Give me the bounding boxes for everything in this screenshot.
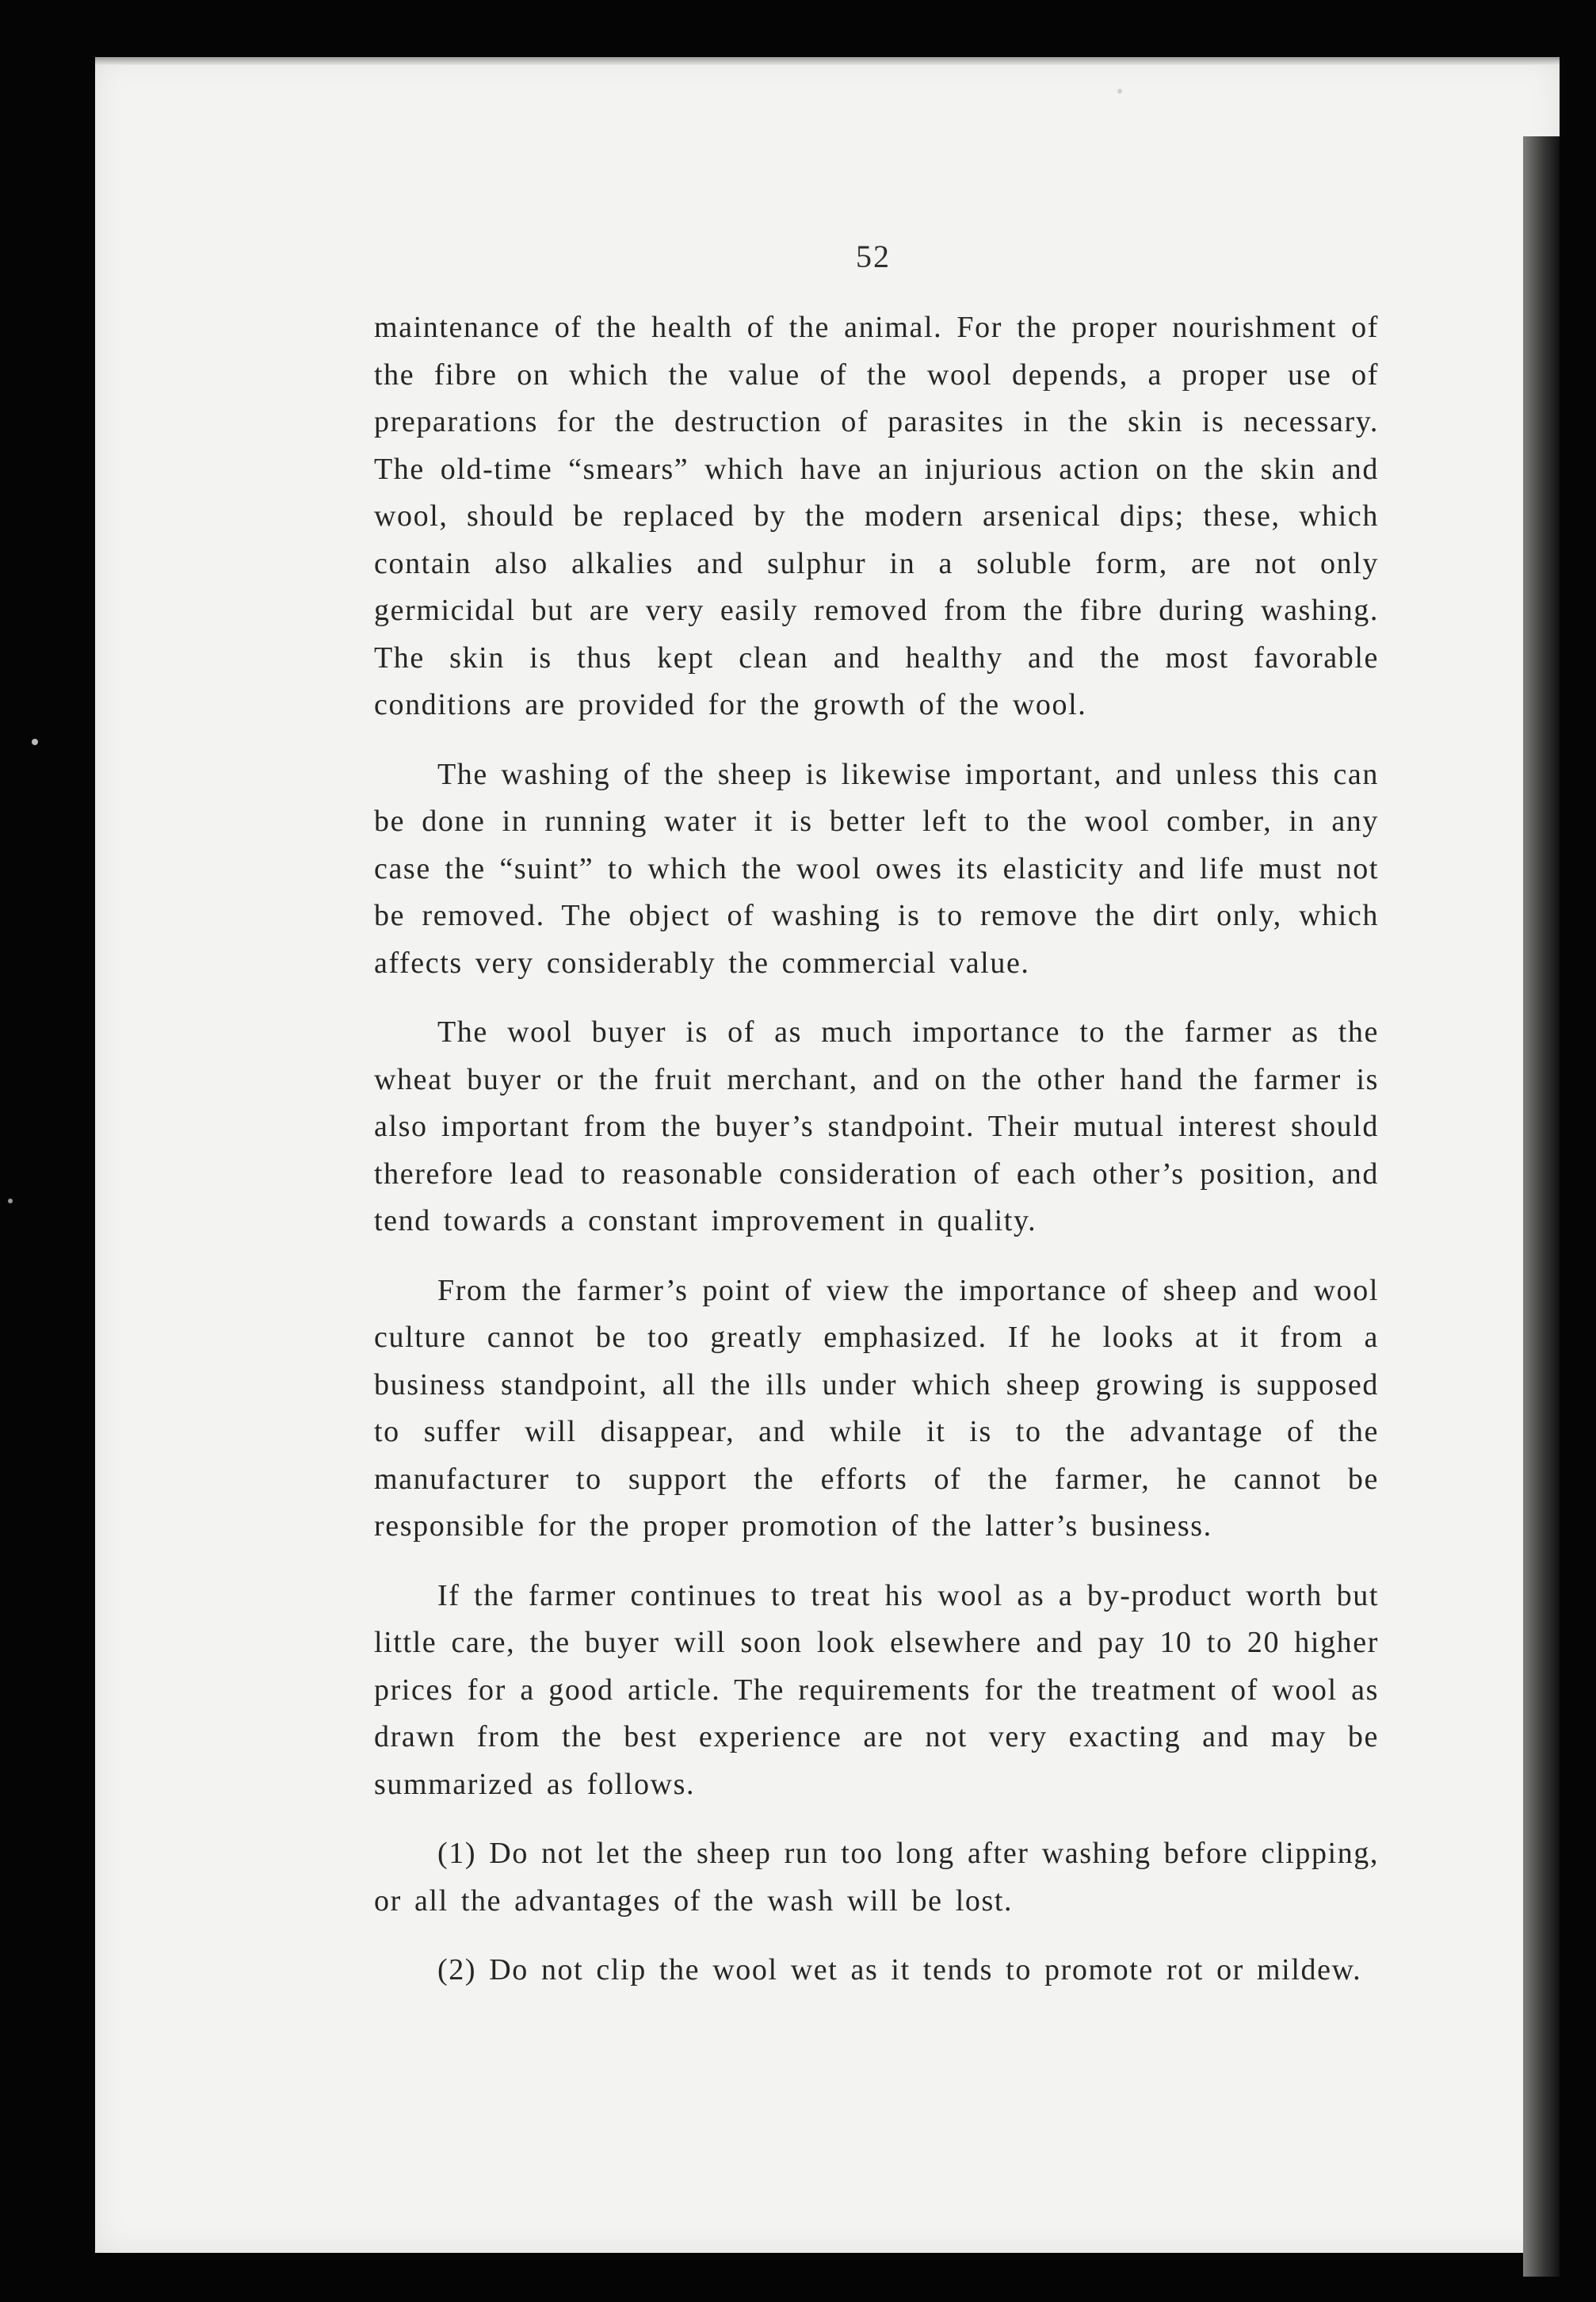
- body-text: [374, 304, 1379, 2017]
- paragraph-3: The wool buyer is of as much importance to the farmer as the wheat buyer or the fruit merchant, and on the other hand the farmer is also important from the buyer’s standpoint. Their mutual interest should therefore lead to reasonable consideration of each other’s position, and tend towards a constant improvement in quality.: [374, 1015, 1379, 1237]
- scan-speck: [1117, 89, 1122, 94]
- paragraph-2: The washing of the sheep is likewise important, and unless this can be done in running water it is better left to the wool comber, in any case the “suint” to which the wool owes its elasticity and life must not be removed. The object of washing is to remove the dirt only, which affects very considerably the commercial value.: [374, 757, 1379, 980]
- scan-speck: [8, 1199, 13, 1203]
- paragraph-5: If the farmer continues to treat his wool as a by-product worth but little care, the buyer will soon look elsewhere and pay 10 to 20 higher prices for a good article. The requirements for the treatment of wool as drawn from the best experience are not very exacting and may be summarized as follows.: [374, 1578, 1379, 1801]
- page-number: 52: [856, 239, 891, 274]
- paragraph-1: maintenance of the health of the animal. For the proper nourishment of the fibre on which the value of the wool depends, a proper use of preparations for the destruction of parasites in the skin is necessary. The old-time “smears” which have an injurious action on the skin and wool, should be replaced by the modern arsenical dips; these, which contain also alkalies and sulphur in a soluble form, are not only germicidal but are very easily removed from the fibre during washing. The skin is thus kept clean and healthy and the most favorable conditions are provided for the growth of the wool.: [374, 311, 1379, 721]
- scan-speck: [32, 739, 38, 745]
- list-item-2: (2) Do not clip the wool wet as it tends to promote rot or mildew.: [437, 1953, 1362, 1987]
- paragraph-4: From the farmer’s point of view the importance of sheep and wool culture cannot be too greatly emphasized. If he looks at it from a business standpoint, all the ills under which sheep growing is supposed to suffer will disappear, and while it is to the advantage of the manufacturer to support the efforts of the farmer, he cannot be responsible for the proper promotion of the latter’s business.: [374, 1273, 1379, 1543]
- page-top-edge: [95, 57, 1560, 65]
- page-binding-edge: [1523, 136, 1560, 2277]
- list-item-1: (1) Do not let the sheep run too long after washing before clipping, or all the advantages of the wash will be lost.: [374, 1837, 1379, 1918]
